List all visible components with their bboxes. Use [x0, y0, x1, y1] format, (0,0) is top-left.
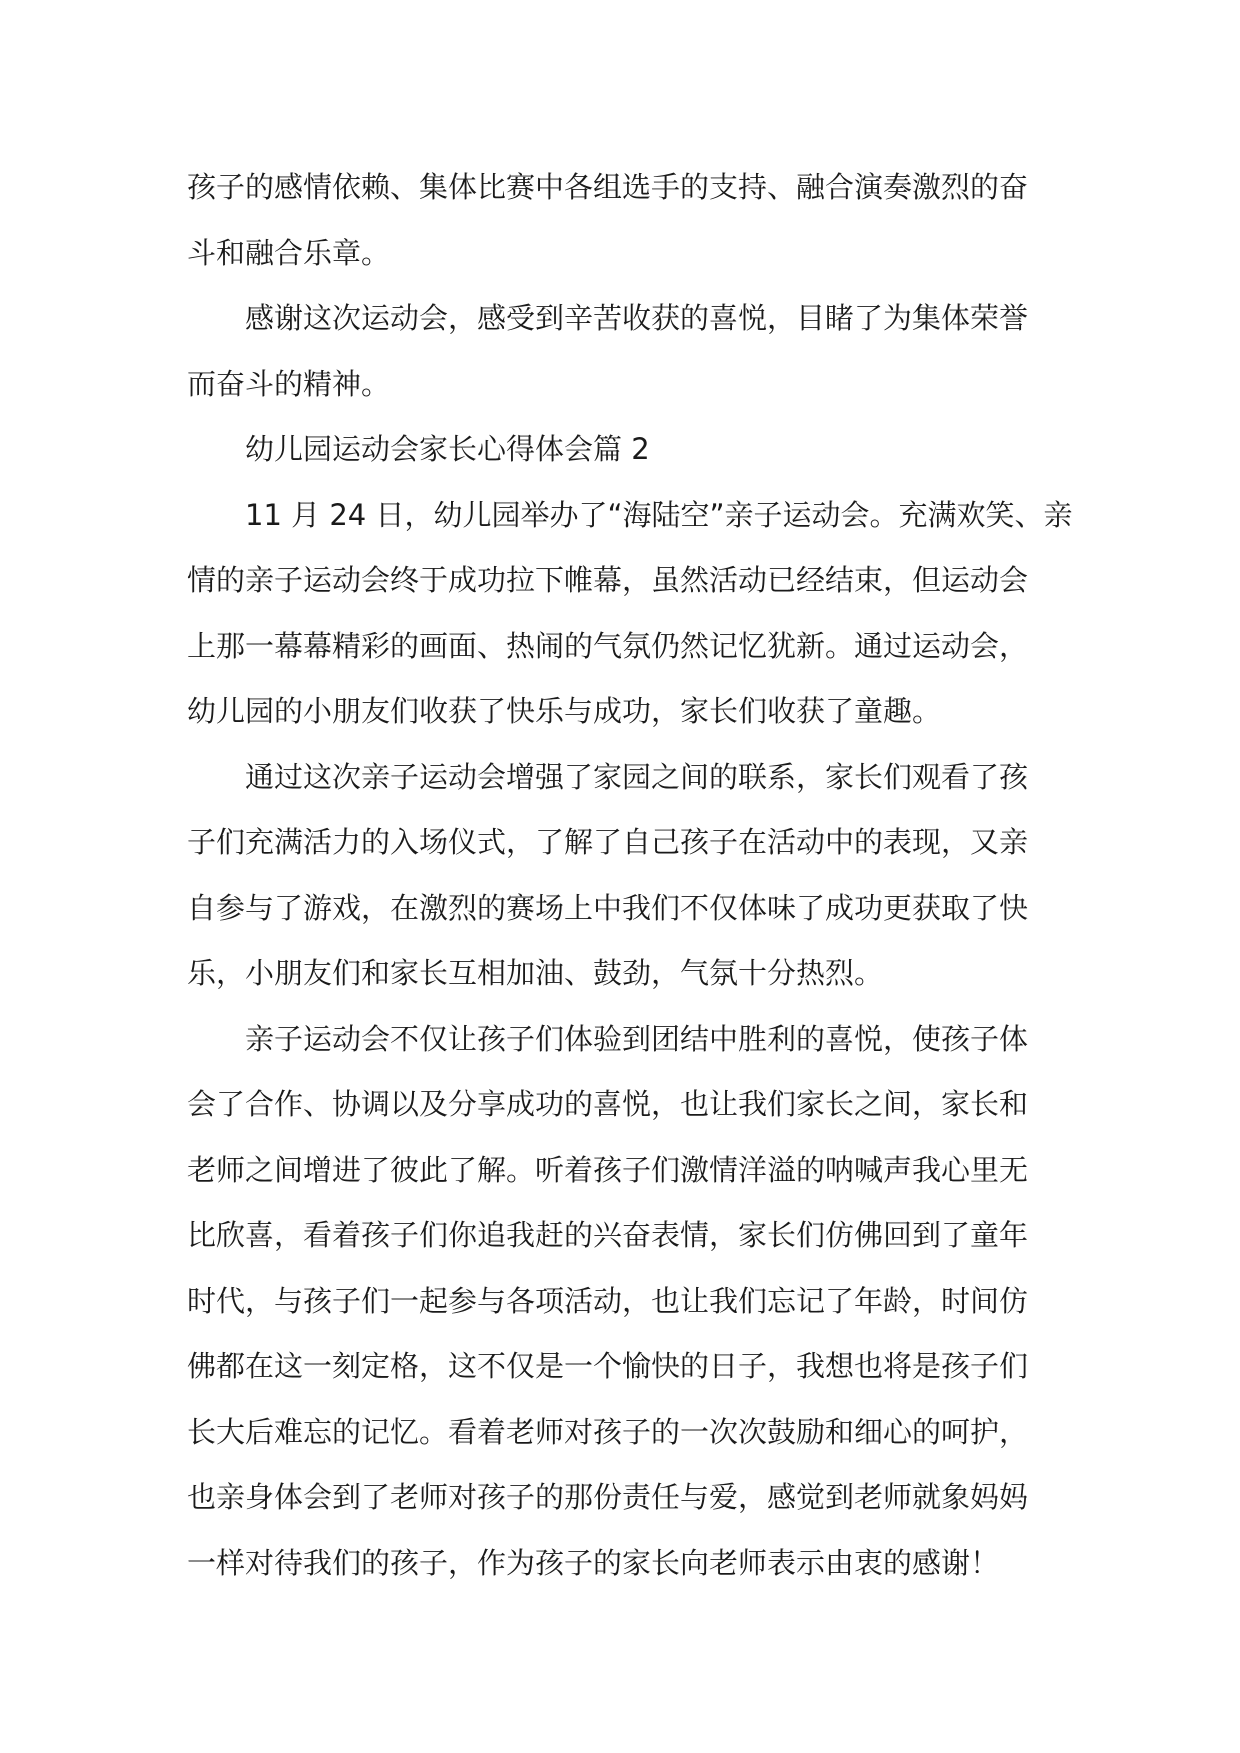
paragraph — [187, 417, 1062, 483]
text-line: 情的亲子运动会终于成功拉下帷幕，虽然活动已经结束，但运动会 — [187, 563, 1029, 597]
text-line: 自参与了游戏，在激烈的赛场上中我们不仅体味了成功更获取了快 — [187, 890, 1029, 925]
text-line: 幼儿园的小朋友们收获了快乐与成功，家长们收获了童趣。 — [187, 694, 942, 728]
text-line: 幼儿园运动会家长心得体会篇 2 — [245, 432, 650, 466]
text-line: 斗和融合乐章。 — [187, 235, 391, 270]
paragraph — [187, 1007, 1062, 1597]
text-line: 一样对待我们的孩子，作为孩子的家长向老师表示由衷的感谢！ — [187, 1545, 1000, 1580]
text-line: 而奋斗的精神。 — [187, 366, 391, 401]
text-line: 孩子的感情依赖、集体比赛中各组选手的支持、融合演奏激烈的奋 — [187, 170, 1029, 204]
text-line: 比欣喜，看着孩子们你追我赶的兴奋表情，家长们仿佛回到了童年 — [187, 1218, 1029, 1252]
text-line: 通过这次亲子运动会增强了家园之间的联系，家长们观看了孩 — [245, 759, 1029, 794]
paragraph — [187, 155, 1062, 286]
text-line: 亲子运动会不仅让孩子们体验到团结中胜利的喜悦，使孩子体 — [245, 1021, 1029, 1056]
text-line: 长大后难忘的记忆。看着老师对孩子的一次次鼓励和细心的呵护， — [187, 1414, 1029, 1449]
text-line: 上那一幕幕精彩的画面、热闹的气氛仍然记忆犹新。通过运动会， — [187, 628, 1029, 663]
text-line: 感谢这次运动会，感受到辛苦收获的喜悦，目睹了为集体荣誉 — [245, 301, 1029, 335]
text-line: 子们充满活力的入场仪式，了解了自己孩子在活动中的表现，又亲 — [187, 825, 1029, 859]
paragraph — [187, 745, 1062, 1007]
paragraph — [187, 483, 1073, 745]
text-line: 时代，与孩子们一起参与各项活动，也让我们忘记了年龄，时间仿 — [187, 1283, 1029, 1318]
text-line: 乐，小朋友们和家长互相加油、鼓劲，气氛十分热烈。 — [187, 956, 884, 990]
text-line: 佛都在这一刻定格，这不仅是一个愉快的日子，我想也将是孩子们 — [187, 1349, 1029, 1383]
paragraph — [187, 286, 1062, 417]
text-line: 11 月 24 日，幼儿园举办了“海陆空”亲子运动会。充满欢笑、亲 — [245, 497, 1073, 532]
text-line: 也亲身体会到了老师对孩子的那份责任与爱，感觉到老师就象妈妈 — [187, 1480, 1029, 1514]
text-line: 老师之间增进了彼此了解。听着孩子们激情洋溢的呐喊声我心里无 — [187, 1152, 1029, 1187]
text-line: 会了合作、协调以及分享成功的喜悦，也让我们家长之间，家长和 — [187, 1087, 1029, 1121]
document-body — [187, 155, 1073, 1596]
